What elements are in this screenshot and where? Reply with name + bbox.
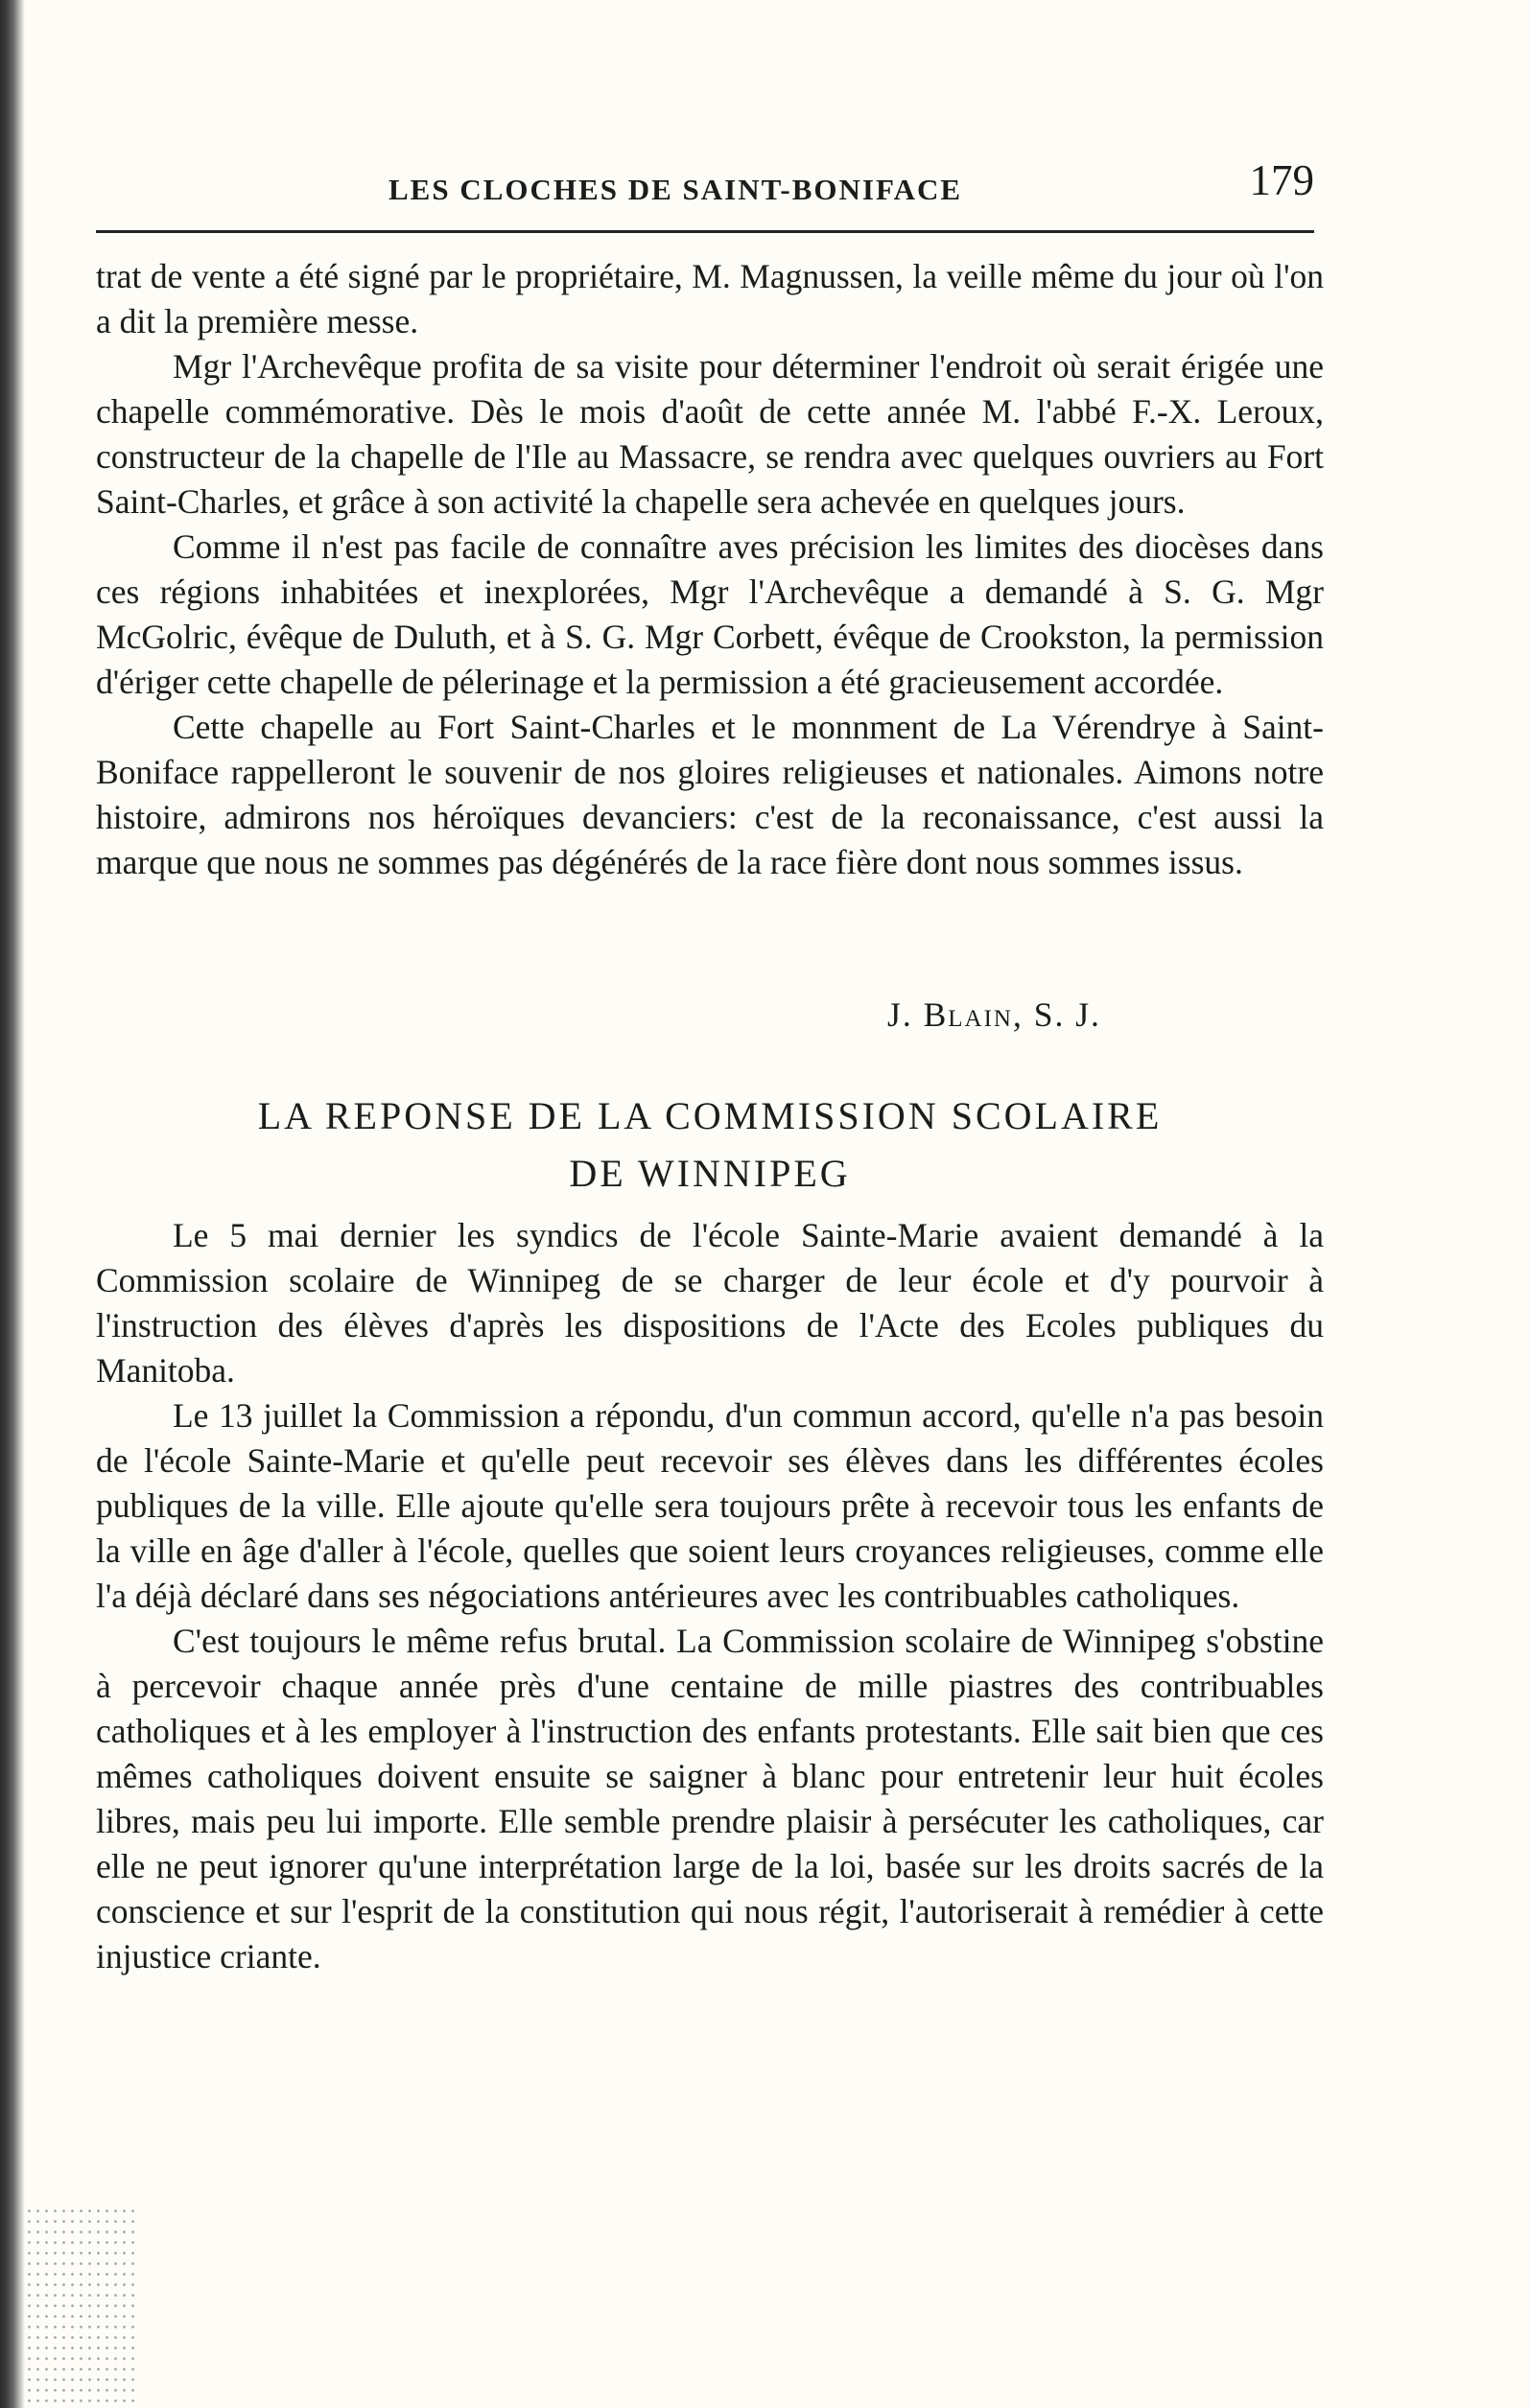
- header-rule: [96, 230, 1314, 233]
- signature-suffix: S. J.: [1033, 995, 1101, 1034]
- running-title: LES CLOCHES DE SAINT-BONIFACE: [388, 173, 963, 206]
- page-binding-edge: [0, 0, 25, 2408]
- paragraph: trat de vente a été signé par le propriétaire, M. Magnussen, la veille même du jour où l'on a dit la première messe.: [96, 257, 1324, 340]
- article-blain-text: [96, 254, 1324, 885]
- paragraph: Comme il n'est pas facile de connaître aves précision les limites des diocèses dans ces régions inhabitées et inexplorées, Mgr l'Archevêque a demandé à S. G. Mgr McGolric, évêque de Duluth, et à S. G. Mgr Corbett, évêque de Crookston, la permission d'ériger cette chapelle de pélerinage et la permission a été gracieusement accordée.: [96, 527, 1324, 701]
- signature-name: Blain,: [923, 995, 1024, 1034]
- paragraph: C'est toujours le même refus brutal. La Commission scolaire de Winnipeg s'obstine à percevoir chaque année près d'une centaine de mille piastres des contribuables catholiques et à les employer à l'instruction des enfants protestants. Elle sait bien que ces mêmes catholiques doivent ensuite se saigner à blanc pour entretenir leur huit écoles libres, mais peu lui importe. Elle semble prendre plaisir à persécuter les catholiques, car elle ne peut ignorer qu'une interprétation large de la loi, basée sur les droits sacrés de la conscience et sur l'esprit de la constitution qui nous régit, l'autoriserait à remédier à cette injustice criante.: [96, 1622, 1324, 1975]
- section-title-continued: DE WINNIPEG: [569, 1152, 851, 1195]
- paragraph: Cette chapelle au Fort Saint-Charles et le monnment de La Vérendrye à Saint-Boniface rappelleront le souvenir de nos gloires religieuses et nationales. Aimons notre histoire, admirons nos héroïques devanciers: c'est de la reconaissance, c'est aussi la marque que nous ne sommes pas dégénérés de la race fière dont nous sommes issus.: [96, 708, 1324, 881]
- page-stain: [25, 2206, 140, 2408]
- paragraph: Le 5 mai dernier les syndics de l'école Sainte-Marie avaient demandé à la Commission scolaire de Winnipeg de se charger de leur école et d'y pourvoir à l'instruction des élèves d'après les dispositions de l'Acte des Ecoles publiques du Manitoba.: [96, 1216, 1324, 1390]
- page-header: [96, 144, 1319, 211]
- article-commission-text: [96, 1213, 1324, 1979]
- author-signature: [887, 994, 1101, 1035]
- signature-initial: J.: [887, 995, 913, 1034]
- paragraph: Le 13 juillet la Commission a répondu, d'un commun accord, qu'elle n'a pas besoin de l'école Sainte-Marie et qu'elle peut recevoir ses élèves dans les différentes écoles publiques de la ville. Elle ajoute qu'elle sera toujours prête à recevoir tous les enfants de la ville en âge d'aller à l'école, quelles que soient leurs croyances religieuses, comme elle l'a déjà déclaré dans ses négociations antérieures avec les contribuables catholiques.: [96, 1396, 1324, 1615]
- section-title: LA REPONSE DE LA COMMISSION SCOLAIRE: [257, 1094, 1163, 1137]
- page-number: 179: [1249, 156, 1314, 204]
- paragraph: Mgr l'Archevêque profita de sa visite pour déterminer l'endroit où serait érigée une chapelle commémorative. Dès le mois d'août de cette année M. l'abbé F.-X. Leroux, constructeur de la chapelle de l'Ile au Massacre, se rendra avec quelques ouvriers au Fort Saint-Charles, et grâce à son activité la chapelle sera achevée en quelques jours.: [96, 347, 1324, 521]
